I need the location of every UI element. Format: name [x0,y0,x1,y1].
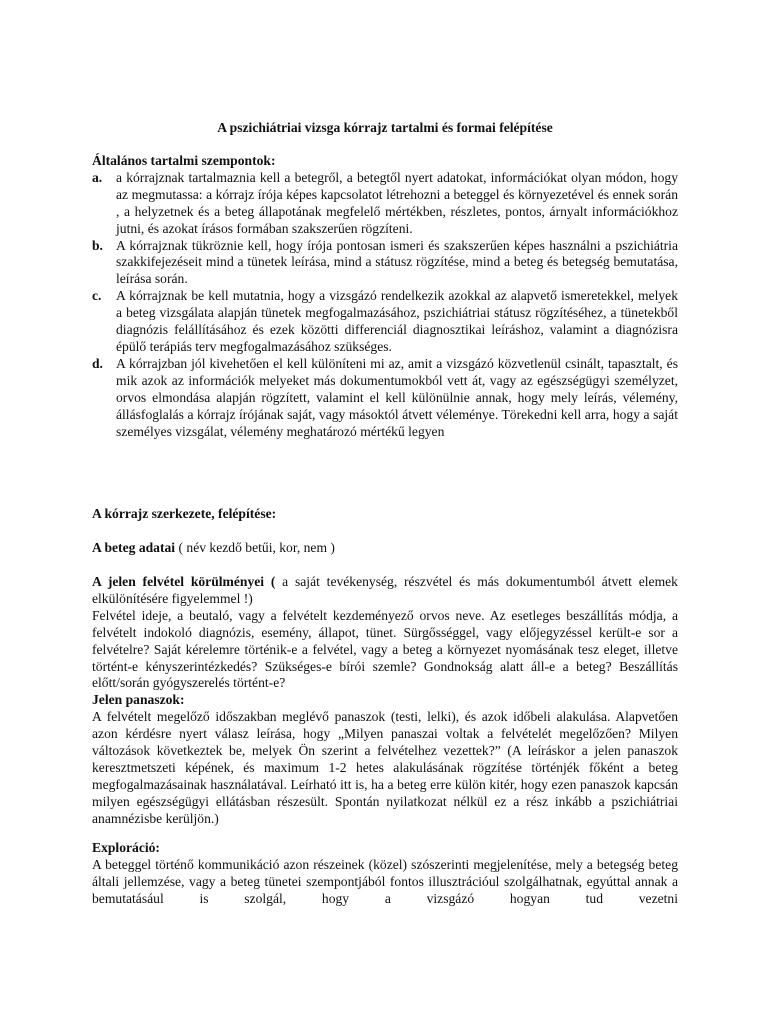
circumstances-note: a saját tevékenység, részvétel és más dokumentumból átvett elemek elkülönítésére figyelemmel !) [92,574,678,606]
list-item-text: A kórrajznak be kell mutatnia, hogy a vizsgázó rendelkezik azokkal az alapvető ismeretekkel, melyek a beteg vizsgálata alapján tünetek megfogalmazásához, pszichiátriai státusz rögzítéséhez, a tünetekből diagnózis felállításához és ezek közötti differenciál diagnosztikai leíráshoz, valamint a diagnózisra épülő terápiás terv megfogalmazásához szükséges. [116,288,678,354]
complaints-body: A felvételt megelőző időszakban meglévő panaszok (testi, lelki), és azok időbeli alakulása. Alapvetően azon kérdésre nyert válasz leírása, hogy „Milyen panaszai voltak a felvételét megelőzően? Milyen változások következtek be, melyek Ön szerint a felvételhez vezettek?” (A leíráskor a jelen panaszok keresztmetszeti képének, és maximum 1-2 hetes alakulásának rögzítése történjék főként a beteg megfogalmazásainak használatával. Leírható itt is, ha a beteg erre külön kitér, hogy ezen panaszok kapcsán milyen egészségügyi ellátásban részesült. Spontán nyilatkozat nélkül ez a rész inkább a pszichiátriai anamnézisbe kerüljön.) [92,709,678,826]
general-list [92,170,678,441]
circumstances-body: Felvétel ideje, a beutaló, vagy a felvételt kezdeményező orvos neve. Az esetleges beszállítás módja, a felvételt indokoló diagnózis, esemény, állapot, tünet. Sürgősséggel, vagy előjegyzéssel került-e sor a felvételre? Saját kérelemre történik-e a felvétel, vagy a beteg a környezet nyomásának tesz eleget, illetve történt-e kényszerintézkedés? Szükséges-e bírói szemle? Gondnokság alatt áll-e a beteg? Beszállítás előtt/során gyógyszerelés történt-e? [92,607,678,691]
list-marker: a. [92,169,103,185]
list-item [92,288,678,356]
patient-data-heading: A beteg adatai [92,540,176,555]
general-heading: Általános tartalmi szempontok: [92,153,276,168]
patient-data-section [92,540,678,557]
list-marker: d. [92,355,103,371]
list-item [92,356,678,441]
document-title: A pszichiátriai vizsga kórrajz tartalmi és formai felépítése [217,120,553,135]
circumstances-intro [92,574,678,608]
circumstances-heading: A jelen felvétel körülményei ( [92,574,276,589]
exploration-body: A beteggel történő kommunikáció azon részeinek (közel) szószerinti megjelenítése, mely a betegség beteg általi jellemzése, vagy a beteg tünetei szempontjából fontos illusztrációul szolgálhatnak, egyúttal annak a bemutatásául is szolgál, hogy a vizsgázó hogyan tud vezetni [92,856,678,906]
list-item-text: a kórrajznak tartalmaznia kell a betegről, a betegtől nyert adatokat, információkat olyan módon, hogy az megmutassa: a kórrajz írója képes kapcsolatot létrehozni a beteggel és környezetével és ennek során , a helyzetnek és a beteg állapotának megfelelő mértékben, részletes, pontos, árnyalt információkhoz jutni, és azokat írásos formában szakszerűen rögzíteni. [116,169,678,236]
list-item-text: A kórrajzban jól kivehetően el kell különíteni mi az, amit a vizsgázó közvetlenül csinált, tapasztalt, és mik azok az információk melyeket más dokumentumokból vett át, vagy az egészségügyi személyzet, orvos elmondása alapján rögzített, valamint el kell különülnie annak, hogy mely leírás, vélemény, állásfoglalás a kórrajz írójának saját, vagy másoktól átvett véleménye. Törekedni kell arra, hogy a saját személyes vizsgálat, vélemény meghatározó mértékű legyen [116,355,678,439]
patient-data-note: ( név kezdő betűi, kor, nem ) [175,540,335,555]
complaints-heading: Jelen panaszok: [92,692,185,708]
list-item [92,238,678,289]
structure-section [92,506,678,523]
structure-heading: A kórrajz szerkezete, felépítése: [92,506,277,521]
exploration-section [92,840,678,908]
general-section [92,153,678,440]
list-item-text: A kórrajznak tükröznie kell, hogy írója pontosan ismeri és szakszerűen képes használni a pszichiátria szakkifejezéseit mind a tünetek leírása, mind a státusz rögzítése, mind a beteg és betegség bemutatása, leírása során. [116,237,678,287]
list-marker: b. [92,237,103,253]
circumstances-section [92,574,678,828]
patient-data-line [92,540,678,557]
list-item [92,170,678,238]
list-marker: c. [92,288,102,304]
exploration-heading: Exploráció: [92,840,160,855]
